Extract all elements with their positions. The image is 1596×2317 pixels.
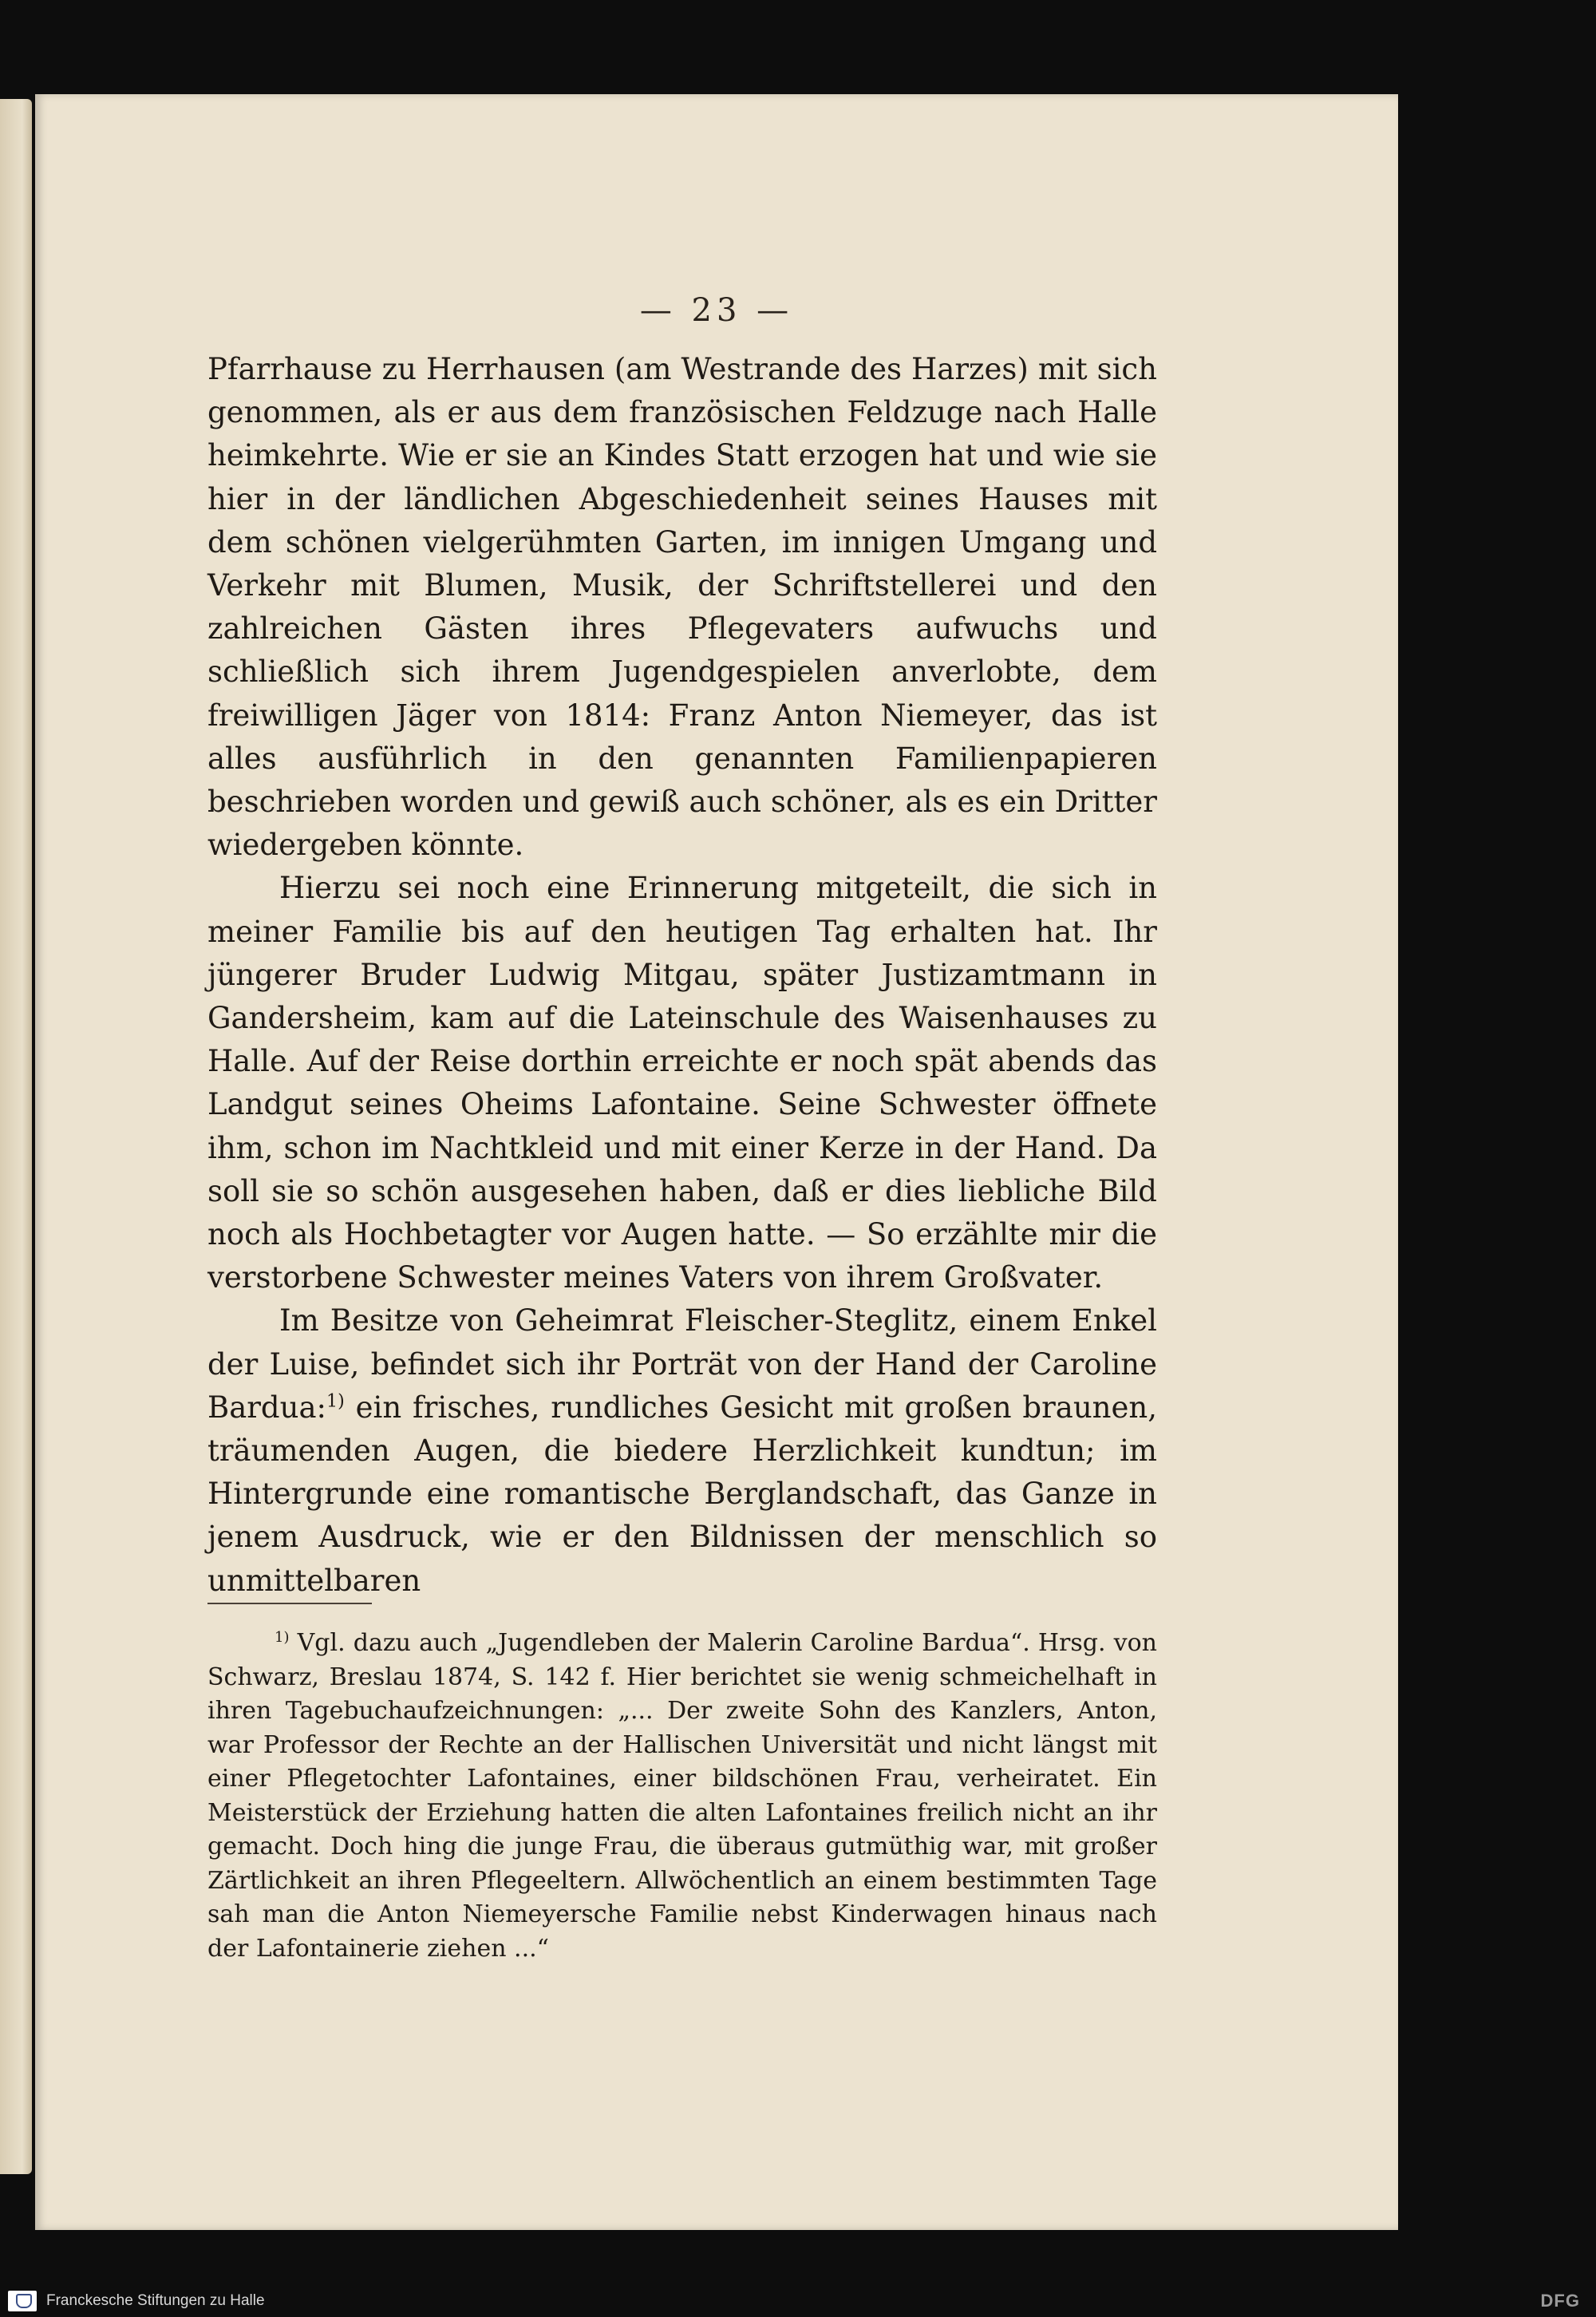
previous-page-edge [0, 99, 32, 2174]
paragraph-3-text-end: ein frisches, rundliches Gesicht mit großen braunen, träumenden Augen, die biedere Herzlichkeit kundtun; im Hintergrunde eine romantische Berglandschaft, das Ganze in jenem Ausdruck, wie er den Bildnissen der menschlich so unmittelbaren [207, 1390, 1157, 1598]
dfg-logo: DFG [1540, 2291, 1580, 2311]
institution-name: Franckesche Stiftungen zu Halle [46, 2292, 265, 2309]
paragraph-1: Pfarrhause zu Herrhausen (am Westrande des Harzes) mit sich genommen, als er aus dem französischen Feldzuge nach Halle heimkehrte. Wie er sie an Kindes Statt erzogen hat und wie sie hier in der ländlichen Abgeschiedenheit seines Hauses mit dem schönen vielgerühmten Garten, im innigen Umgang und Verkehr mit Blumen, Musik, der Schriftstellerei und den zahlreichen Gästen ihres Pflegevaters aufwuchs und schließlich sich ihrem Jugendgespielen anverlobte, dem freiwilligen Jäger von 1814: Franz Anton Niemeyer, das ist alles ausführlich in den genannten Familienpapieren beschrieben worden und gewiß auch schöner, als es ein Dritter wiedergeben könnte. [207, 352, 1157, 863]
footnote [207, 1627, 1157, 1966]
footnote-mark: 1) [275, 1629, 290, 1646]
footnote-separator [207, 1603, 372, 1604]
footnote-text: Vgl. dazu auch „Jugendleben der Malerin Caroline Bardua“. Hrsg. von Schwarz, Breslau 1874, S. 142 f. Hier berichtet sie wenig schmeichelhaft in ihren Tagebuchaufzeichnungen: „... Der zweite Sohn des Kanzlers, Anton, war Professor der Rechte an der Hallischen Universität und nicht längst mit einer Pflegetochter Lafontaines, einer bildschönen Frau, verheiratet. Ein Meisterstück der Erziehung hatten die alten Lafontaines freilich nicht an ihr gemacht. Doch hing die junge Frau, die überaus gutmüthig war, mit großer Zärtlichkeit an ihren Pflegeeltern. Allwöchentlich an einem bestimmten Tage sah man die Anton Niemeyersche Familie nebst Kinderwagen hinaus nach der Lafontainerie ziehen ...“ [207, 1629, 1157, 1963]
paragraph-3-text-start: Im Besitze von Geheimrat Fleischer-Steglitz, einem Enkel der Luise, befindet sich ihr Porträt von der Hand der Caroline Bardua: [207, 1303, 1157, 1425]
page-number: — 23 — [639, 292, 794, 329]
footnote-reference: 1) [326, 1390, 345, 1412]
footnote-paragraph [207, 1627, 1157, 1966]
book-page [35, 94, 1398, 2230]
institution-logo-icon [8, 2291, 37, 2311]
paragraph-3 [207, 1299, 1157, 1602]
paragraph-2: Hierzu sei noch eine Erinnerung mitgeteilt, die sich in meiner Familie bis auf den heutigen Tag erhalten hat. Ihr jüngerer Bruder Ludwig Mitgau, später Justizamtmann in Gandersheim, kam auf die Lateinschule des Waisenhauses zu Halle. Auf der Reise dorthin erreichte er noch spät abends das Landgut seines Oheims Lafontaine. Seine Schwester öffnete ihm, schon im Nachtkleid und mit einer Kerze in der Hand. Da soll sie so schön ausgesehen haben, daß er dies liebliche Bild noch als Hochbetagter vor Augen hatte. — So erzählte mir die verstorbene Schwester meines Vaters von ihrem Großvater. [207, 871, 1157, 1295]
viewer-footer [0, 2285, 1596, 2317]
main-text [207, 348, 1157, 1603]
